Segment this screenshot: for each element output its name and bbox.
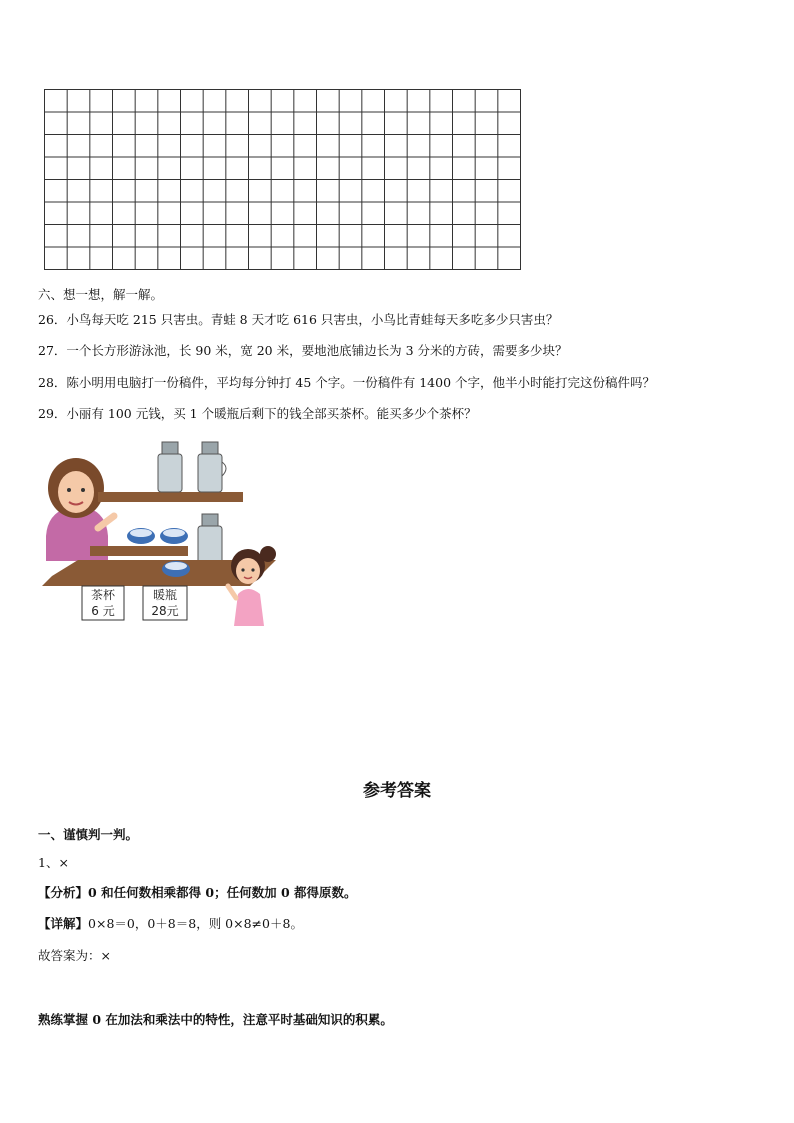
conclusion-line: 故答案为：× — [38, 948, 111, 963]
answer-item-1: 1、× — [38, 855, 69, 870]
answers-section-one: 一、谨慎判一判。 — [38, 827, 139, 842]
section-six-heading: 六、想一想，解一解。 — [38, 287, 164, 302]
cup-price-tag — [82, 586, 124, 620]
question-29: 29．小丽有 100 元钱，买 1 个暖瓶后剩下的钱全部买茶杯。能买多少个茶杯？ — [38, 406, 477, 421]
detail-line — [38, 916, 303, 932]
cup-icon — [160, 528, 188, 544]
analysis-line — [38, 885, 357, 901]
shop-illustration — [38, 436, 288, 628]
question-26: 26．小鸟每天吃 215 只害虫。青蛙 8 天才吃 616 只害虫，小鸟比青蛙每天多吃多少只害虫？ — [38, 312, 559, 327]
flask-tag-price: 28元 — [151, 604, 179, 618]
grid-paper — [44, 89, 521, 270]
middle-shelf — [90, 546, 188, 556]
analysis-text: 0 和任何数相乘都得 0；任何数加 0 都得原数。 — [88, 885, 357, 900]
cup-icon — [162, 561, 190, 577]
flask-tag-name: 暖瓶 — [152, 588, 178, 602]
flask-price-tag — [143, 586, 187, 620]
top-shelf — [98, 492, 243, 502]
cup-tag-price: 6 元 — [91, 604, 115, 618]
flask-icon — [198, 442, 226, 492]
cup-icon — [127, 528, 155, 544]
flask-icon — [158, 442, 182, 492]
detail-text: 0×8＝0，0＋8＝8，则 0×8≠0＋8。 — [88, 916, 303, 931]
question-27: 27．一个长方形游泳池，长 90 米，宽 20 米，要地池底铺边长为 3 分米的方砖，需要多少块？ — [38, 343, 568, 358]
woman-figure — [46, 458, 114, 561]
cup-tag-name: 茶杯 — [90, 588, 116, 602]
summary-line: 熟练掌握 0 在加法和乘法中的特性，注意平时基础知识的积累。 — [38, 1012, 393, 1027]
detail-label: 【详解】 — [38, 916, 89, 931]
analysis-label: 【分析】 — [38, 885, 89, 900]
question-28: 28．陈小明用电脑打一份稿件，平均每分钟打 45 个字。一份稿件有 1400 个字，他半小时能打完这份稿件吗？ — [38, 375, 656, 390]
answers-title: 参考答案 — [363, 781, 431, 801]
